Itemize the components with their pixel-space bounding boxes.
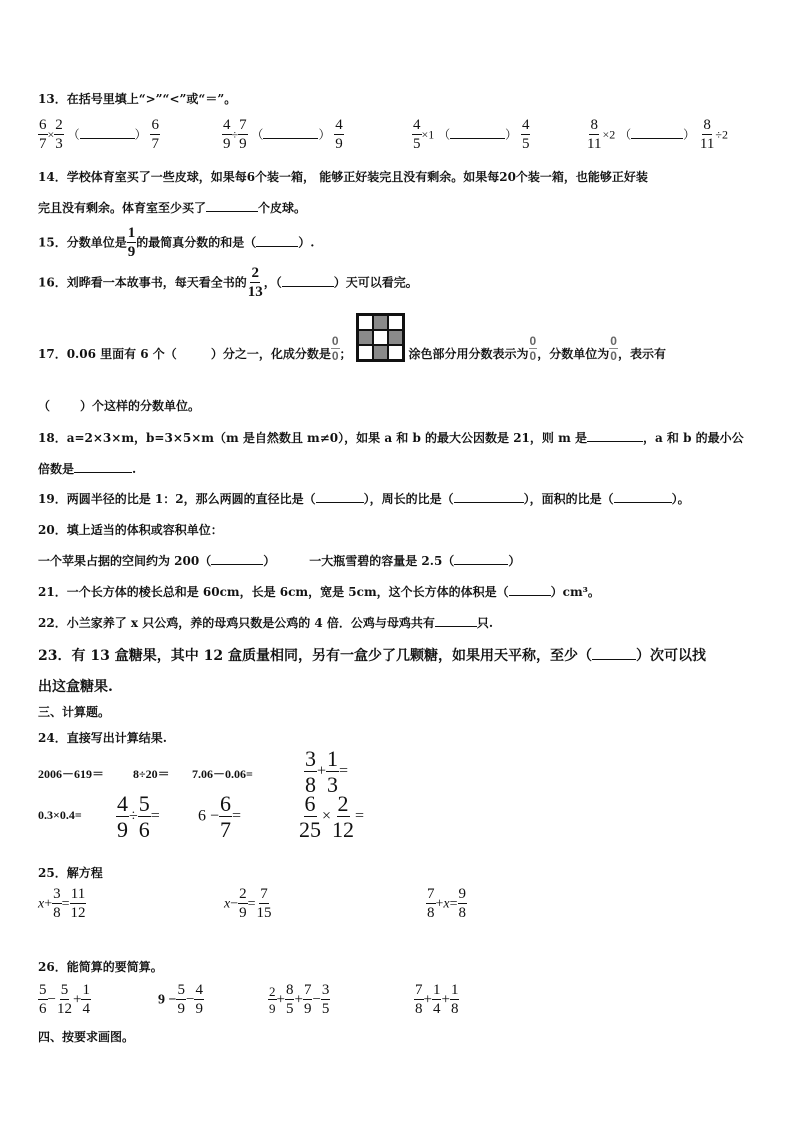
- answer-blank[interactable]: [282, 274, 334, 287]
- shaded-grid: [356, 313, 405, 362]
- fraction-placeholder[interactable]: $\frac{0}{0}$: [529, 334, 537, 363]
- q25-eq1: x+ $\frac{3}{8}$ = $\frac{11}{12}$: [38, 886, 86, 921]
- answer-blank[interactable]: [263, 126, 318, 139]
- fraction-placeholder[interactable]: $\frac{0}{0}$: [331, 334, 339, 363]
- answer-blank[interactable]: [316, 490, 364, 503]
- fraction: $\frac{2}{3}$: [55, 117, 63, 152]
- q24-e4: 0.3×0.4=: [38, 808, 82, 822]
- q26-ex4: $\frac{7}{8}$ + $\frac{1}{4}$ + $\frac{1}{8}$: [415, 982, 459, 1017]
- grid-cell-shaded: [373, 315, 388, 330]
- grid-cell: [358, 345, 373, 360]
- answer-blank[interactable]: [614, 490, 672, 503]
- answer-blank[interactable]: [454, 490, 524, 503]
- q13-item-4: $\frac{8}{11}$ ×2 （ ） $\frac{8}{11}$ ÷2: [587, 117, 728, 152]
- grid-cell: [388, 345, 403, 360]
- q21: 21．一个长方体的棱长总和是 60cm，长是 6cm，宽是 5cm，这个长方体的体积是（ ）cm³。: [38, 585, 600, 599]
- q24-e1: 2006－619＝: [38, 767, 105, 781]
- q13-item-2: $\frac{4}{9}$ ÷ $\frac{7}{9}$ （ ） $\frac{4}{9}$: [223, 117, 343, 152]
- answer-blank[interactable]: [256, 234, 298, 247]
- answer-blank[interactable]: [454, 552, 508, 565]
- answer-blank[interactable]: [206, 199, 258, 212]
- fraction-placeholder[interactable]: $\frac{0}{0}$: [610, 334, 617, 363]
- grid-cell-shaded: [358, 330, 373, 345]
- q16: 16．刘晔看一本故事书，每天看全书的 $\frac{2}{13}$ ，（ ）天可以看完。: [38, 265, 418, 300]
- q26-title: 26．能简算的要简算。: [38, 960, 163, 974]
- q24-e2: 8÷20＝: [133, 767, 170, 781]
- q18-line1: 18．a=2×3×m，b=3×5×m（m 是自然数且 m≠0），如果 a 和 b 的最大公因数是 21，则 m 是 ，a 和 b 的最小公: [38, 431, 744, 445]
- fraction: $\frac{1}{9}$: [127, 225, 136, 260]
- q15: 15．分数单位是 $\frac{1}{9}$ 的最简真分数的和是（ ）.: [38, 225, 315, 260]
- q25-title: 25．解方程: [38, 866, 103, 880]
- q14-line2: 完且没有剩余。体育室至少买了 个皮球。: [38, 201, 307, 215]
- q25-eq2: x− $\frac{2}{9}$ = $\frac{7}{15}$: [224, 886, 272, 921]
- q14-line1: 14．学校体育室买了一些皮球，如果每6个装一箱， 能够正好装完且没有剩余。如果每20个装一箱，也能够正好装: [38, 170, 648, 184]
- q17-line2: （ ）个这样的分数单位。: [38, 399, 201, 413]
- q24-f3: 6 − $\frac{6}{7}$ =: [198, 791, 242, 842]
- q24-f2: $\frac{4}{9}$ ÷ $\frac{5}{6}$ =: [117, 791, 160, 842]
- answer-blank[interactable]: [509, 583, 551, 596]
- answer-blank[interactable]: [80, 126, 135, 139]
- q13-title: 13．在括号里填上“>”“<”或“＝”。: [38, 92, 237, 106]
- q24-e3: 7.06－0.06=: [192, 767, 253, 781]
- grid-cell: [373, 330, 388, 345]
- grid-cell: [388, 315, 403, 330]
- q24-f1: $\frac{3}{8}$ + $\frac{1}{3}$ =: [305, 746, 349, 797]
- q25-eq3: $\frac{7}{8}$ +x= $\frac{9}{8}$: [427, 886, 467, 921]
- q13-item-3: $\frac{4}{5}$ ×1 （ ） $\frac{4}{5}$: [413, 117, 530, 152]
- q20-items: 一个苹果占据的空间约为 200（ ） 一大瓶雪碧的容量是 2.5（ ）: [38, 554, 521, 568]
- q23-line2: 出这盒糖果.: [38, 679, 113, 695]
- q22: 22．小兰家养了 x 只公鸡，养的母鸡只数是公鸡的 4 倍．公鸡与母鸡共有 只.: [38, 616, 494, 630]
- answer-blank[interactable]: [587, 429, 643, 442]
- answer-blank[interactable]: [450, 126, 505, 139]
- q20-title: 20．填上适当的体积或容积单位：: [38, 523, 223, 537]
- grid-cell-shaded: [388, 330, 403, 345]
- q23-line1: 23．有 13 盒糖果，其中 12 盒质量相同，另有一盒少了几颗糖，如果用天平称，至少（ ）次可以找: [38, 648, 706, 664]
- grid-cell-shaded: [373, 345, 388, 360]
- q18-line2: 倍数是 .: [38, 462, 137, 476]
- q24-title: 24．直接写出计算结果.: [38, 731, 167, 745]
- q17: 17．0.06 里面有 6 个（ ）分之一，化成分数是 $\frac{0}{0}$ ； 涂色部分用分数表示为 $\frac{0}{0}$ ，分数单位为 $\frac{0}{0}$ ，表示有: [38, 313, 666, 362]
- fraction: $\frac{6}{7}$: [39, 117, 47, 152]
- answer-blank[interactable]: [592, 647, 636, 660]
- fraction: $\frac{2}{13}$: [247, 265, 263, 300]
- q24-f4: $\frac{6}{25}$ × $\frac{2}{12}$ =: [299, 791, 365, 842]
- q19: 19．两圆半径的比是 1：2，那么两圆的直径比是（ ），周长的比是（ ），面积的比是（ ）。: [38, 492, 690, 506]
- q13-row: $\frac{6}{7}$ × $\frac{2}{3}$ （ ） $\frac{6}{7}$: [39, 117, 159, 152]
- q26-ex1: $\frac{5}{6}$ − $\frac{5}{12}$ + $\frac{1}{4}$: [39, 982, 90, 1017]
- q26-ex2: 9 − $\frac{5}{9}$ − $\frac{4}{9}$: [158, 982, 203, 1017]
- answer-blank[interactable]: [211, 552, 263, 565]
- grid-cell: [358, 315, 373, 330]
- answer-blank[interactable]: [74, 460, 132, 473]
- answer-blank[interactable]: [435, 614, 477, 627]
- section-3-heading: 三、计算题。: [38, 705, 111, 719]
- answer-blank[interactable]: [631, 126, 683, 139]
- fraction: $\frac{6}{7}$: [151, 117, 159, 152]
- q26-ex3: $\frac{2}{9}$ + $\frac{8}{5}$ + $\frac{7}{9}$ − $\frac{3}{5}$: [269, 982, 330, 1017]
- section-4-heading: 四、按要求画图。: [38, 1030, 135, 1044]
